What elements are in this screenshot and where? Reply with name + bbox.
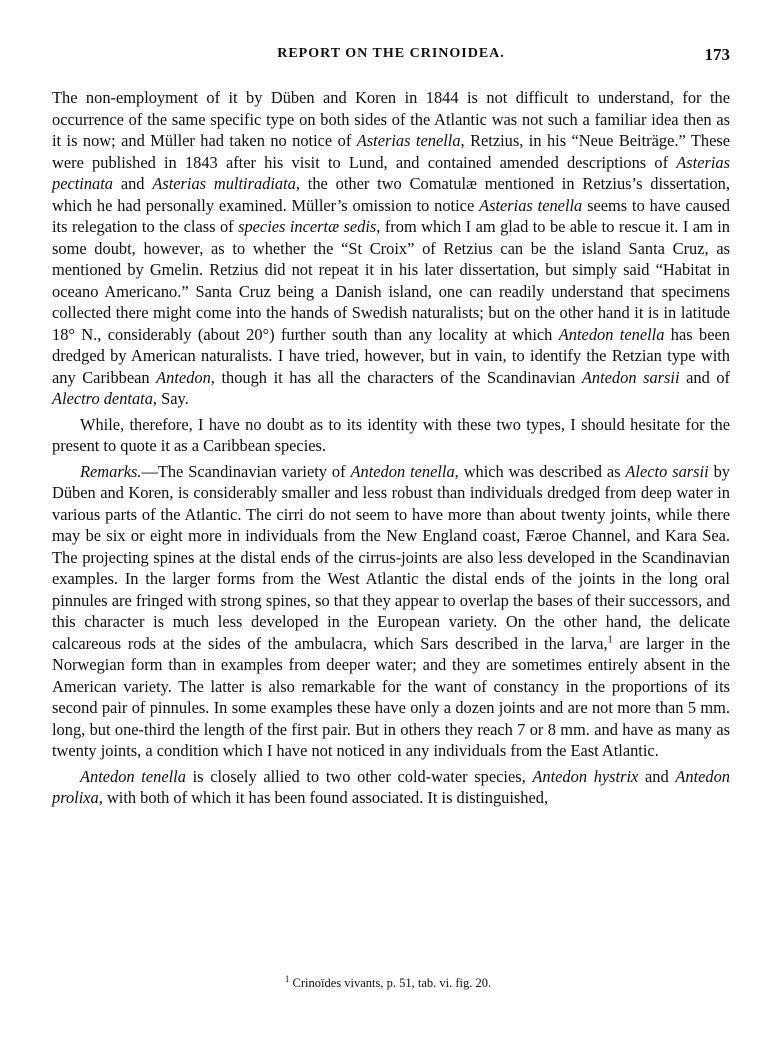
text-run: and (638, 766, 676, 786)
text-run: and (113, 174, 153, 193)
page-number: 173 (704, 45, 730, 64)
text-run: The non-employment of it by Düben and Koren in 1844 is not difficult to understand, for the occurrence of the same specific type on both sides of the Atlantic was not such a familiar idea then as it is now; and Müller had taken no notice of (52, 88, 730, 150)
italic-term: Antedon tenella (350, 461, 455, 481)
text-run: , the other two Comatulæ mentioned in Retzius’s dissertation, which he had personally examined. Müller’s omission to notice (52, 174, 730, 215)
text-run: , which was described as (454, 461, 626, 481)
footnote-reference: 1 (607, 634, 613, 646)
italic-term: Antedon tenella (80, 766, 186, 786)
text-run: , Retzius, in his “Neue Beiträge.” These were published in 1843 after his visit to Lund, and contained amended descriptions of (52, 131, 730, 172)
italic-term: Antedon sarsii (581, 367, 680, 387)
paragraph-2 (52, 414, 730, 457)
footnote (0, 973, 776, 991)
italic-term: Asterias multiradiata (152, 174, 296, 193)
paragraph-1 (52, 87, 730, 410)
italic-term: Alecto sarsii (625, 461, 709, 481)
italic-term: Antedon hystrix (532, 766, 639, 786)
paragraph-remarks (52, 461, 730, 762)
text-run: has been dredged by American naturalists. I have tried, however, but in vain, to identify the Retzian type with any Caribbean (52, 324, 730, 387)
text-run: , though it has all the characters of the Scandinavian (210, 367, 582, 387)
italic-term: Alectro dentata (52, 389, 153, 408)
italic-term: Antedon prolixa (52, 766, 730, 807)
text-run: and of (679, 367, 730, 387)
italic-term: Remarks. (80, 461, 142, 481)
page-header (52, 46, 730, 70)
footnote-mark: 1 (284, 973, 290, 984)
italic-term: species incertæ sedis (238, 217, 377, 236)
italic-term: Asterias tenella (356, 131, 461, 150)
text-run: by Düben and Koren, is considerably smaller and less robust than individuals dredged from deep water in various parts of the Atlantic. The cirri do not seem to have more than about twenty joints, while there may be six or eight more in individuals from the New England coast, Færoe Channel, and Kara Sea. The projecting spines at the distal ends of the cirrus-joints are also less developed in the Scandinavian examples. In the larger forms from the West Atlantic the distal ends of the joints in the long oral pinnules are fringed with strong spines, so that they appear to overlap the bases of their successors, and this character is much less developed in the European variety. On the other hand, the delicate calcareous rods at the sides of the ambulacra, which Sars described in the larva, (52, 461, 730, 653)
text-run: , from which I am glad to be able to rescue it. I am in some doubt, however, as to whether the “St Croix” of Retzius can be the island Santa Cruz, as mentioned by Gmelin. Retzius did not repeat it in his later dissertation, but simply said “Habitat in oceano Americano.” Santa Cruz being a Danish island, one can readily understand that specimens collected there might come into the hands of Swedish naturalists; but on the other hand it is in latitude 18° N., considerably (about 20°) further south than any locality at which (52, 217, 730, 344)
italic-term: Antedon (156, 367, 211, 387)
text-run: is closely allied to two other cold-water species, (185, 766, 533, 786)
text-run: seems to have caused its relegation to the class of (52, 195, 731, 236)
paragraph-4 (52, 766, 730, 809)
text-run: are larger in the Norwegian form than in examples from deeper water; and they are sometimes entirely absent in the American variety. The latter is also remarkable for the want of constancy in the proportions of its second pair of pinnules. In some examples these have only a dozen joints and are not more than 5 mm. long, but one-third the length of the first pair. But in others they reach 7 or 8 mm. and have as many as twenty joints, a condition which I have not noticed in any individuals from the East Atlantic. (52, 633, 731, 760)
italic-term: Asterias pectinata (52, 152, 730, 193)
italic-term: Asterias tenella (479, 195, 583, 215)
main-text (52, 87, 730, 809)
italic-term: Antedon tenella (558, 324, 665, 344)
footnote-text: Crinoïdes vivants, p. 51, tab. vi. fig. 20. (289, 976, 492, 990)
text-run: —The Scandinavian variety of (141, 461, 351, 481)
running-title: REPORT ON THE CRINOIDEA. (277, 46, 505, 61)
text-run: , Say. (152, 389, 189, 408)
text-run: While, therefore, I have no doubt as to its identity with these two types, I should hesitate for the present to quote it as a Caribbean species. (52, 414, 730, 455)
text-run: , with both of which it has been found associated. It is distinguished, (98, 788, 549, 807)
